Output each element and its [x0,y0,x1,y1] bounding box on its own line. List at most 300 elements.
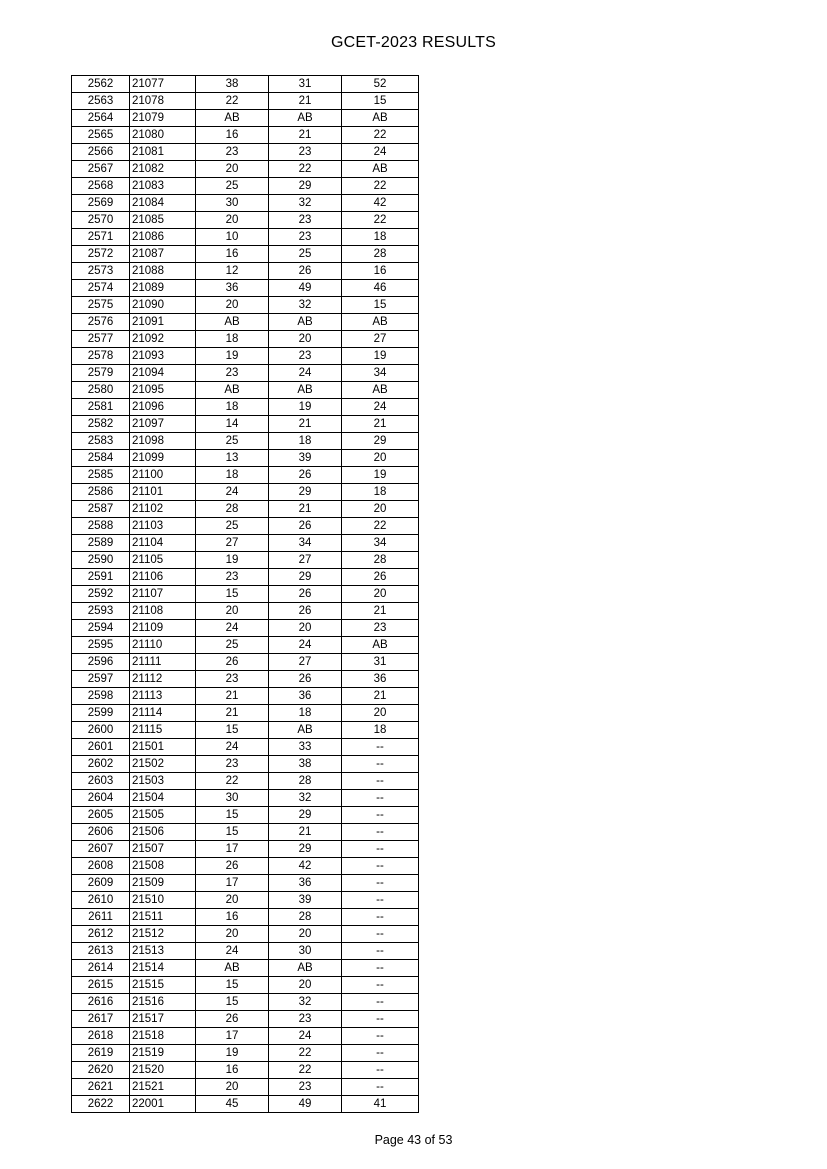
table-row [72,535,419,552]
serial-number-cell: 2618 [72,1028,130,1045]
table-row [72,824,419,841]
serial-number-cell: 2590 [72,552,130,569]
serial-number-cell: 2570 [72,212,130,229]
score-2-cell: 23 [269,229,342,246]
roll-number-cell: 21521 [130,1079,196,1096]
score-2-cell: 39 [269,450,342,467]
roll-number-cell: 21094 [130,365,196,382]
score-3-cell: 36 [342,671,419,688]
score-3-cell: 22 [342,178,419,195]
serial-number-cell: 2575 [72,297,130,314]
results-table-body [72,76,419,1113]
score-1-cell: 15 [196,994,269,1011]
score-1-cell: 27 [196,535,269,552]
score-3-cell: -- [342,858,419,875]
score-2-cell: 26 [269,671,342,688]
roll-number-cell: 21512 [130,926,196,943]
score-2-cell: 29 [269,807,342,824]
score-1-cell: AB [196,110,269,127]
table-row [72,739,419,756]
score-3-cell: 19 [342,348,419,365]
score-3-cell: 26 [342,569,419,586]
score-2-cell: 21 [269,824,342,841]
serial-number-cell: 2595 [72,637,130,654]
score-2-cell: 36 [269,688,342,705]
serial-number-cell: 2587 [72,501,130,518]
score-3-cell: -- [342,875,419,892]
score-3-cell: -- [342,1028,419,1045]
table-row [72,586,419,603]
serial-number-cell: 2589 [72,535,130,552]
roll-number-cell: 21111 [130,654,196,671]
roll-number-cell: 21091 [130,314,196,331]
score-2-cell: 29 [269,841,342,858]
roll-number-cell: 21099 [130,450,196,467]
score-2-cell: 23 [269,1011,342,1028]
roll-number-cell: 21090 [130,297,196,314]
table-row [72,1096,419,1113]
score-3-cell: 31 [342,654,419,671]
score-2-cell: 24 [269,1028,342,1045]
score-3-cell: 16 [342,263,419,280]
score-1-cell: 15 [196,722,269,739]
serial-number-cell: 2616 [72,994,130,1011]
score-2-cell: 22 [269,161,342,178]
table-row [72,93,419,110]
score-1-cell: 20 [196,926,269,943]
score-1-cell: 19 [196,1045,269,1062]
score-3-cell: 22 [342,518,419,535]
table-row [72,705,419,722]
score-3-cell: 19 [342,467,419,484]
score-2-cell: 49 [269,1096,342,1113]
roll-number-cell: 21085 [130,212,196,229]
serial-number-cell: 2577 [72,331,130,348]
roll-number-cell: 21114 [130,705,196,722]
score-2-cell: 39 [269,892,342,909]
serial-number-cell: 2615 [72,977,130,994]
roll-number-cell: 21108 [130,603,196,620]
table-row [72,450,419,467]
serial-number-cell: 2563 [72,93,130,110]
score-1-cell: 16 [196,1062,269,1079]
score-1-cell: 20 [196,297,269,314]
score-3-cell: -- [342,756,419,773]
roll-number-cell: 21092 [130,331,196,348]
score-3-cell: -- [342,790,419,807]
score-2-cell: AB [269,110,342,127]
score-2-cell: 26 [269,467,342,484]
table-row [72,892,419,909]
serial-number-cell: 2621 [72,1079,130,1096]
score-2-cell: 21 [269,501,342,518]
score-2-cell: 19 [269,399,342,416]
score-1-cell: 19 [196,552,269,569]
serial-number-cell: 2566 [72,144,130,161]
roll-number-cell: 21514 [130,960,196,977]
score-2-cell: 29 [269,178,342,195]
roll-number-cell: 21098 [130,433,196,450]
roll-number-cell: 21506 [130,824,196,841]
score-2-cell: 26 [269,586,342,603]
serial-number-cell: 2622 [72,1096,130,1113]
score-1-cell: 12 [196,263,269,280]
score-1-cell: 18 [196,399,269,416]
roll-number-cell: 21102 [130,501,196,518]
score-3-cell: -- [342,841,419,858]
score-1-cell: 38 [196,76,269,93]
serial-number-cell: 2609 [72,875,130,892]
roll-number-cell: 21084 [130,195,196,212]
score-2-cell: 24 [269,637,342,654]
score-1-cell: 36 [196,280,269,297]
serial-number-cell: 2606 [72,824,130,841]
table-row [72,76,419,93]
serial-number-cell: 2580 [72,382,130,399]
roll-number-cell: 21077 [130,76,196,93]
serial-number-cell: 2592 [72,586,130,603]
table-row [72,960,419,977]
score-3-cell: 46 [342,280,419,297]
score-2-cell: 21 [269,127,342,144]
roll-number-cell: 21101 [130,484,196,501]
table-row [72,603,419,620]
roll-number-cell: 21503 [130,773,196,790]
score-3-cell: AB [342,382,419,399]
score-3-cell: 18 [342,722,419,739]
serial-number-cell: 2597 [72,671,130,688]
score-1-cell: 26 [196,1011,269,1028]
serial-number-cell: 2612 [72,926,130,943]
score-1-cell: AB [196,960,269,977]
roll-number-cell: 21519 [130,1045,196,1062]
roll-number-cell: 21104 [130,535,196,552]
score-3-cell: 23 [342,620,419,637]
score-2-cell: AB [269,960,342,977]
score-2-cell: 20 [269,977,342,994]
roll-number-cell: 21086 [130,229,196,246]
roll-number-cell: 22001 [130,1096,196,1113]
table-row [72,348,419,365]
score-1-cell: AB [196,314,269,331]
score-1-cell: 15 [196,586,269,603]
roll-number-cell: 21510 [130,892,196,909]
score-2-cell: 22 [269,1045,342,1062]
score-3-cell: 20 [342,501,419,518]
score-1-cell: 14 [196,416,269,433]
roll-number-cell: 21093 [130,348,196,365]
score-3-cell: -- [342,892,419,909]
score-2-cell: 29 [269,484,342,501]
table-row [72,382,419,399]
page-title: GCET-2023 RESULTS [331,34,496,51]
score-3-cell: AB [342,161,419,178]
score-3-cell: 27 [342,331,419,348]
score-1-cell: 25 [196,637,269,654]
table-row [72,246,419,263]
score-1-cell: 17 [196,841,269,858]
roll-number-cell: 21083 [130,178,196,195]
table-row [72,195,419,212]
roll-number-cell: 21107 [130,586,196,603]
roll-number-cell: 21096 [130,399,196,416]
score-3-cell: 28 [342,246,419,263]
score-3-cell: -- [342,909,419,926]
score-1-cell: 20 [196,161,269,178]
table-row [72,280,419,297]
serial-number-cell: 2582 [72,416,130,433]
roll-number-cell: 21089 [130,280,196,297]
serial-number-cell: 2571 [72,229,130,246]
roll-number-cell: 21113 [130,688,196,705]
score-1-cell: 18 [196,467,269,484]
table-row [72,977,419,994]
score-2-cell: 33 [269,739,342,756]
score-2-cell: AB [269,382,342,399]
score-2-cell: 32 [269,790,342,807]
table-row [72,416,419,433]
table-row [72,484,419,501]
score-1-cell: 25 [196,433,269,450]
score-1-cell: 20 [196,603,269,620]
score-3-cell: 18 [342,484,419,501]
score-1-cell: 25 [196,178,269,195]
score-2-cell: 20 [269,620,342,637]
roll-number-cell: 21502 [130,756,196,773]
score-2-cell: 26 [269,263,342,280]
roll-number-cell: 21080 [130,127,196,144]
score-3-cell: 52 [342,76,419,93]
roll-number-cell: 21100 [130,467,196,484]
table-row [72,620,419,637]
score-1-cell: 18 [196,331,269,348]
table-row [72,943,419,960]
score-2-cell: 22 [269,1062,342,1079]
roll-number-cell: 21088 [130,263,196,280]
roll-number-cell: 21105 [130,552,196,569]
score-3-cell: -- [342,977,419,994]
score-2-cell: 20 [269,926,342,943]
table-row [72,841,419,858]
score-1-cell: 23 [196,569,269,586]
score-1-cell: 23 [196,671,269,688]
serial-number-cell: 2617 [72,1011,130,1028]
table-row [72,994,419,1011]
score-2-cell: 27 [269,552,342,569]
serial-number-cell: 2573 [72,263,130,280]
table-row [72,773,419,790]
score-1-cell: 10 [196,229,269,246]
score-3-cell: 34 [342,365,419,382]
table-row [72,875,419,892]
score-3-cell: 24 [342,144,419,161]
score-2-cell: 28 [269,909,342,926]
serial-number-cell: 2584 [72,450,130,467]
score-2-cell: 23 [269,348,342,365]
serial-number-cell: 2562 [72,76,130,93]
table-row [72,1062,419,1079]
serial-number-cell: 2599 [72,705,130,722]
roll-number-cell: 21515 [130,977,196,994]
score-3-cell: -- [342,960,419,977]
table-row [72,654,419,671]
score-1-cell: 16 [196,246,269,263]
score-3-cell: -- [342,824,419,841]
score-1-cell: 23 [196,144,269,161]
serial-number-cell: 2578 [72,348,130,365]
score-1-cell: 16 [196,127,269,144]
score-3-cell: 24 [342,399,419,416]
table-row [72,569,419,586]
score-1-cell: 21 [196,688,269,705]
score-3-cell: -- [342,1062,419,1079]
roll-number-cell: 21079 [130,110,196,127]
score-2-cell: AB [269,314,342,331]
serial-number-cell: 2567 [72,161,130,178]
score-2-cell: 18 [269,433,342,450]
score-1-cell: 16 [196,909,269,926]
table-row [72,1079,419,1096]
table-row [72,926,419,943]
score-2-cell: 30 [269,943,342,960]
serial-number-cell: 2569 [72,195,130,212]
roll-number-cell: 21504 [130,790,196,807]
serial-number-cell: 2613 [72,943,130,960]
score-2-cell: 26 [269,603,342,620]
score-2-cell: 27 [269,654,342,671]
roll-number-cell: 21501 [130,739,196,756]
table-row [72,229,419,246]
table-row [72,1028,419,1045]
serial-number-cell: 2591 [72,569,130,586]
roll-number-cell: 21513 [130,943,196,960]
roll-number-cell: 21509 [130,875,196,892]
roll-number-cell: 21110 [130,637,196,654]
roll-number-cell: 21115 [130,722,196,739]
table-row [72,688,419,705]
serial-number-cell: 2619 [72,1045,130,1062]
serial-number-cell: 2620 [72,1062,130,1079]
table-row [72,722,419,739]
serial-number-cell: 2603 [72,773,130,790]
score-2-cell: 18 [269,705,342,722]
serial-number-cell: 2586 [72,484,130,501]
roll-number-cell: 21103 [130,518,196,535]
score-2-cell: 23 [269,1079,342,1096]
score-1-cell: 30 [196,790,269,807]
score-1-cell: 25 [196,518,269,535]
score-1-cell: 15 [196,977,269,994]
serial-number-cell: 2610 [72,892,130,909]
serial-number-cell: 2611 [72,909,130,926]
score-3-cell: 20 [342,705,419,722]
score-3-cell: -- [342,1011,419,1028]
score-3-cell: 21 [342,416,419,433]
score-1-cell: 20 [196,212,269,229]
score-2-cell: 34 [269,535,342,552]
score-1-cell: 21 [196,705,269,722]
score-3-cell: 20 [342,450,419,467]
roll-number-cell: 21106 [130,569,196,586]
table-row [72,433,419,450]
score-3-cell: 15 [342,93,419,110]
score-3-cell: -- [342,1079,419,1096]
score-1-cell: 22 [196,773,269,790]
score-2-cell: 32 [269,195,342,212]
roll-number-cell: 21082 [130,161,196,178]
score-1-cell: 13 [196,450,269,467]
roll-number-cell: 21520 [130,1062,196,1079]
roll-number-cell: 21505 [130,807,196,824]
table-row [72,127,419,144]
serial-number-cell: 2565 [72,127,130,144]
table-row [72,909,419,926]
score-3-cell: AB [342,314,419,331]
table-row [72,552,419,569]
score-3-cell: -- [342,807,419,824]
score-1-cell: 24 [196,484,269,501]
serial-number-cell: 2572 [72,246,130,263]
score-1-cell: 23 [196,365,269,382]
table-row [72,756,419,773]
roll-number-cell: 21508 [130,858,196,875]
serial-number-cell: 2576 [72,314,130,331]
table-row [72,314,419,331]
table-row [72,161,419,178]
table-row [72,178,419,195]
table-row [72,1011,419,1028]
score-3-cell: 41 [342,1096,419,1113]
score-3-cell: 22 [342,127,419,144]
score-1-cell: 22 [196,93,269,110]
serial-number-cell: 2600 [72,722,130,739]
score-2-cell: 23 [269,212,342,229]
score-1-cell: 17 [196,1028,269,1045]
table-row [72,501,419,518]
score-3-cell: -- [342,739,419,756]
score-3-cell: 15 [342,297,419,314]
serial-number-cell: 2583 [72,433,130,450]
table-row [72,263,419,280]
score-1-cell: 26 [196,654,269,671]
serial-number-cell: 2579 [72,365,130,382]
roll-number-cell: 21516 [130,994,196,1011]
serial-number-cell: 2598 [72,688,130,705]
serial-number-cell: 2593 [72,603,130,620]
score-1-cell: 20 [196,1079,269,1096]
serial-number-cell: 2604 [72,790,130,807]
score-1-cell: 23 [196,756,269,773]
roll-number-cell: 21078 [130,93,196,110]
score-3-cell: AB [342,110,419,127]
score-2-cell: 28 [269,773,342,790]
score-2-cell: 49 [269,280,342,297]
serial-number-cell: 2564 [72,110,130,127]
score-1-cell: 24 [196,739,269,756]
score-1-cell: 19 [196,348,269,365]
serial-number-cell: 2605 [72,807,130,824]
roll-number-cell: 21511 [130,909,196,926]
serial-number-cell: 2602 [72,756,130,773]
score-2-cell: 29 [269,569,342,586]
table-row [72,110,419,127]
serial-number-cell: 2588 [72,518,130,535]
roll-number-cell: 21081 [130,144,196,161]
table-row [72,671,419,688]
serial-number-cell: 2594 [72,620,130,637]
score-1-cell: 45 [196,1096,269,1113]
table-row [72,297,419,314]
